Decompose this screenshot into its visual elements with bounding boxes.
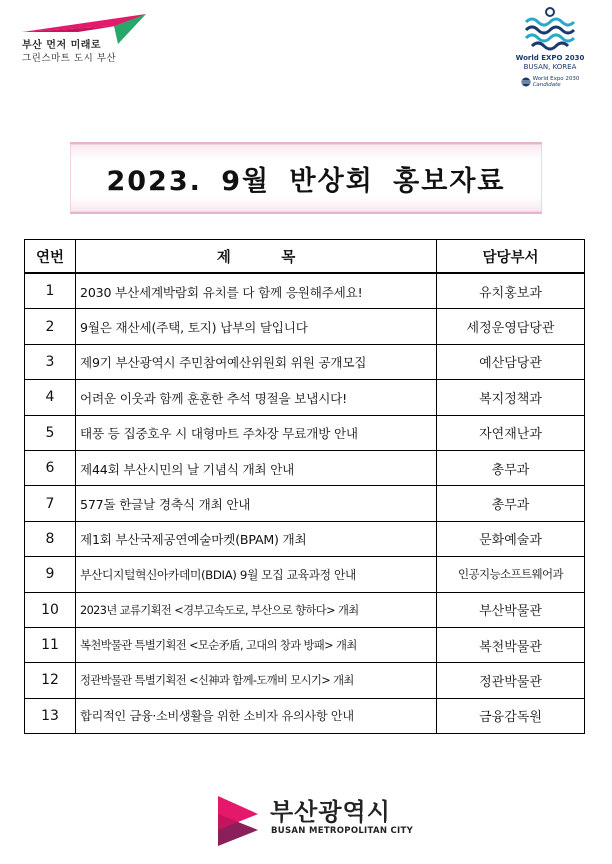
table-row xyxy=(25,450,585,485)
row-dept: 복천박물관 xyxy=(437,627,585,662)
row-no: 9 xyxy=(25,557,76,592)
table-row xyxy=(25,698,585,733)
row-dept: 부산박물관 xyxy=(437,592,585,627)
table-row xyxy=(25,663,585,698)
row-title: 제1회 부산국제공연예술마켓(BPAM) 개최 xyxy=(76,521,437,556)
table-row xyxy=(25,521,585,556)
table-row xyxy=(25,380,585,415)
row-dept: 유치홍보과 xyxy=(437,273,585,309)
row-no: 7 xyxy=(25,486,76,521)
title-banner xyxy=(70,142,542,214)
footer-city-name: 부산광역시 xyxy=(270,798,391,826)
header-dept: 담당부서 xyxy=(437,240,585,274)
row-dept: 자연재난과 xyxy=(437,415,585,450)
row-no: 4 xyxy=(25,380,76,415)
row-title: 어려운 이웃과 함께 훈훈한 추석 명절을 보냅시다! xyxy=(76,380,437,415)
row-no: 13 xyxy=(25,698,76,733)
table-header-row xyxy=(25,240,585,274)
row-no: 3 xyxy=(25,344,76,379)
table-row xyxy=(25,557,585,592)
row-dept: 세정운영담당관 xyxy=(437,309,585,344)
row-dept: 정관박물관 xyxy=(437,663,585,698)
footer-city-name-en: BUSAN METROPOLITAN CITY xyxy=(271,826,414,836)
notice-table xyxy=(24,239,585,734)
expo-candidate xyxy=(512,76,588,88)
row-no: 12 xyxy=(25,663,76,698)
table-row xyxy=(25,592,585,627)
row-title: 9월은 재산세(주택, 토지) 납부의 달입니다 xyxy=(76,309,437,344)
table-row xyxy=(25,344,585,379)
busan-city-logo xyxy=(214,792,424,850)
row-title: 제9기 부산광역시 주민참여예산위원회 위원 공개모집 xyxy=(76,344,437,379)
expo-subtitle: BUSAN, KOREA xyxy=(523,63,577,71)
row-title: 제44회 부산시민의 날 기념식 개최 안내 xyxy=(76,450,437,485)
row-title: 복천박물관 특별기획전 <모순矛盾, 고대의 창과 방패> 개최 xyxy=(76,627,437,662)
row-title: 577돌 한글날 경축식 개최 안내 xyxy=(76,486,437,521)
row-no: 6 xyxy=(25,450,76,485)
row-no: 1 xyxy=(25,273,76,309)
row-no: 10 xyxy=(25,592,76,627)
row-title: 부산디지털혁신아카데미(BDIA) 9월 모집 교육과정 안내 xyxy=(76,557,437,592)
expo-title: World EXPO 2030 xyxy=(515,54,585,62)
expo-candidate-line1: World Expo 2030 xyxy=(532,76,580,82)
table-row xyxy=(25,309,585,344)
world-expo-logo xyxy=(512,6,588,96)
row-title: 정관박물관 특별기획전 <신神과 함께-도깨비 모시기> 개최 xyxy=(76,663,437,698)
row-dept: 복지정책과 xyxy=(437,380,585,415)
row-title: 태풍 등 집중호우 시 대형마트 주차장 무료개방 안내 xyxy=(76,415,437,450)
row-dept: 인공지능소프트웨어과 xyxy=(437,557,585,592)
row-title: 2030 부산세계박람회 유치를 다 함께 응원해주세요! xyxy=(76,273,437,309)
slogan-line2: 그린스마트 도시 부산 xyxy=(22,53,117,64)
row-title: 2023년 교류기획전 <경부고속도로, 부산으로 향하다> 개최 xyxy=(76,592,437,627)
busan-emblem-icon xyxy=(214,794,262,848)
row-dept: 총무과 xyxy=(437,450,585,485)
row-no: 2 xyxy=(25,309,76,344)
slogan-line1: 부산 먼저 미래로 xyxy=(22,40,102,51)
header-no: 연번 xyxy=(25,240,76,274)
row-dept: 예산담당관 xyxy=(437,344,585,379)
row-no: 8 xyxy=(25,521,76,556)
row-title: 합리적인 금융·소비생활을 위한 소비자 유의사항 안내 xyxy=(76,698,437,733)
expo-candidate-line2: Candidate xyxy=(532,82,561,88)
row-no: 11 xyxy=(25,627,76,662)
slogan-logo xyxy=(18,12,148,68)
table-row xyxy=(25,486,585,521)
row-dept: 총무과 xyxy=(437,486,585,521)
header-title: 제 목 xyxy=(76,240,437,274)
expo-wave-icon xyxy=(520,6,580,52)
table-row xyxy=(25,415,585,450)
row-no: 5 xyxy=(25,415,76,450)
expo-globe-icon xyxy=(521,77,531,87)
row-dept: 금융감독원 xyxy=(437,698,585,733)
table-row xyxy=(25,273,585,309)
table-row xyxy=(25,627,585,662)
page-title: 2023. 9월 반상회 홍보자료 xyxy=(106,165,506,197)
row-dept: 문화예술과 xyxy=(437,521,585,556)
